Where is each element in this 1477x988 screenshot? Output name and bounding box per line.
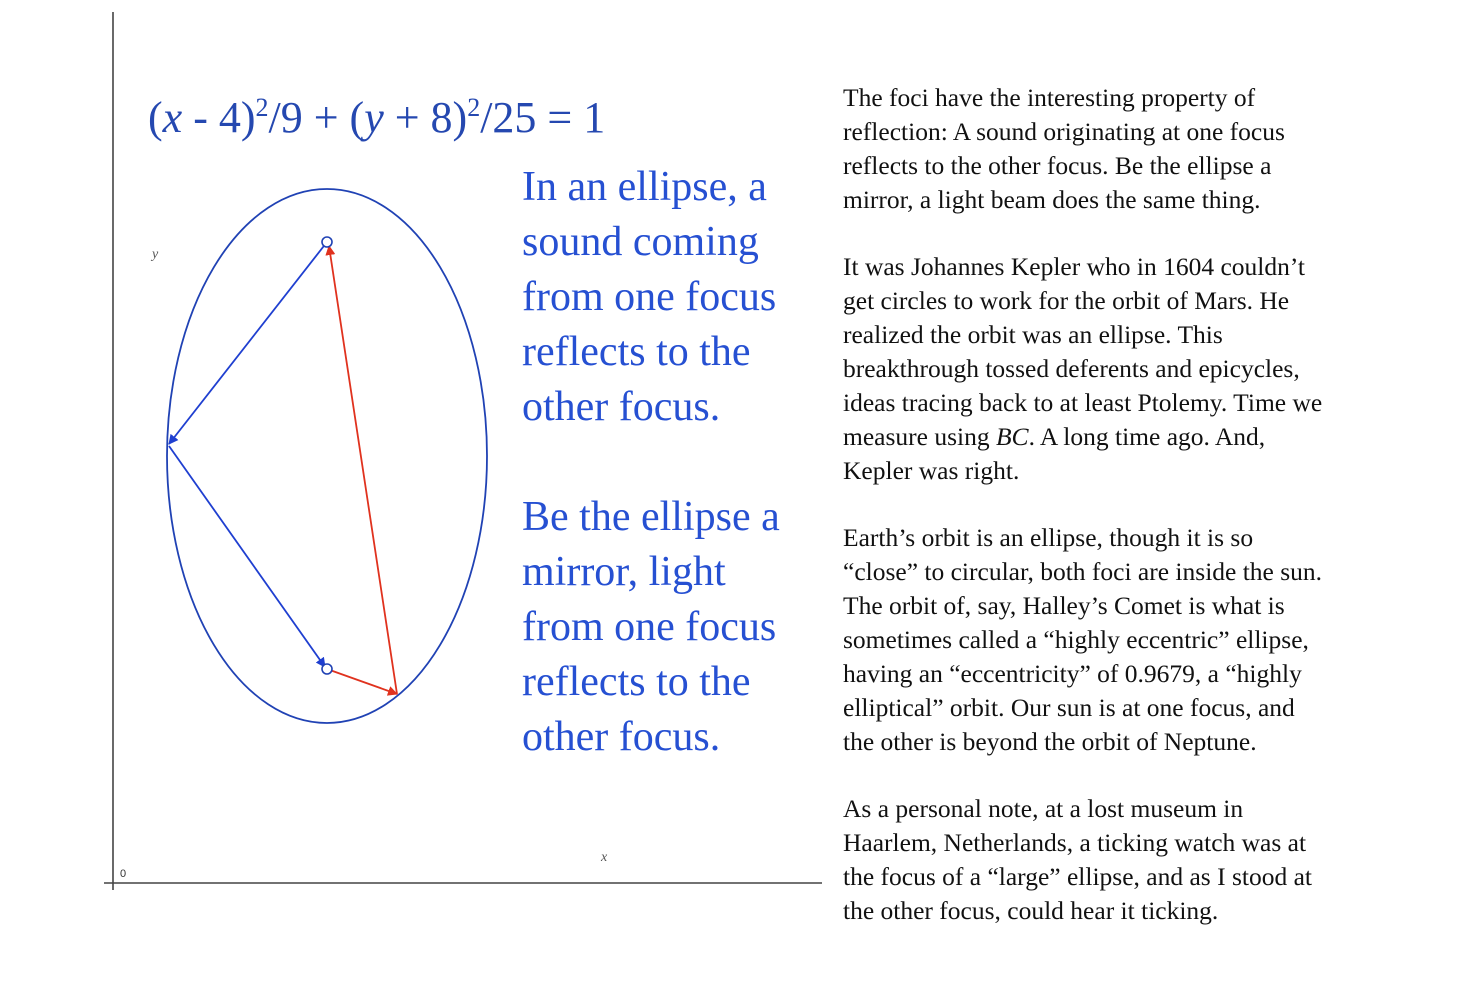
equation-exponent-x: 2 bbox=[255, 93, 269, 122]
explanation-text bbox=[843, 81, 1443, 961]
kepler-text-b: . A long time ago. And, Kepler was right. bbox=[843, 422, 1266, 485]
light-callout: Be the ellipse a mirror, light from one focus reflects to the other focus. bbox=[522, 494, 780, 760]
equation-y-term: + 8) bbox=[383, 93, 468, 142]
ellipse bbox=[167, 189, 487, 723]
reflected-ray-arrow bbox=[169, 446, 325, 667]
equation-var-y: y bbox=[364, 93, 384, 142]
lower-focus-marker bbox=[322, 664, 332, 674]
upper-focus-marker bbox=[322, 237, 332, 247]
paragraph-personal-note: As a personal note, at a lost museum in Haarlem, Netherlands, a ticking watch was at the focus of a “large” ellipse, and as I stood at the other focus, could hear it ticking. bbox=[843, 794, 1312, 925]
equation-rhs: /25 = 1 bbox=[480, 93, 606, 142]
paragraph-kepler bbox=[843, 250, 1443, 488]
sound-callout: In an ellipse, a sound coming from one focus reflects to the other focus. bbox=[522, 164, 777, 430]
equation-exponent-y: 2 bbox=[467, 93, 481, 122]
ellipse-equation bbox=[148, 93, 606, 142]
paragraph-reflection: The foci have the interesting property of reflection: A sound originating at one focus reflects to the other focus. Be the ellipse a mirror, a light beam does the same thing. bbox=[843, 83, 1285, 214]
equation-middle: /9 + ( bbox=[268, 93, 365, 142]
y-axis-label: y bbox=[152, 247, 159, 262]
kepler-bc: BC bbox=[995, 422, 1029, 451]
paragraph-earth-orbit: Earth’s orbit is an ellipse, though it is so “close” to circular, both foci are inside the sun. The orbit of, say, Halley’s Comet is what is sometimes called a “highly eccentric” ellipse, having an “eccentricity” of 0.9679, a “highly elliptical” orbit. Our sun is at one focus, and the other is beyond the orbit of Neptune. bbox=[843, 523, 1323, 756]
light-incident-arrow bbox=[327, 669, 397, 694]
incident-ray-arrow bbox=[169, 242, 327, 444]
equation-var-x: x bbox=[162, 93, 183, 142]
equation-paren-open: ( bbox=[148, 93, 163, 142]
x-axis-label: x bbox=[601, 850, 608, 865]
light-reflected-arrow bbox=[329, 246, 397, 694]
kepler-text-a: It was Johannes Kepler who in 1604 couldn’t get circles to work for the orbit of Mars. He realized the orbit was an ellipse. This breakthrough tossed deferents and epicycles, ideas tracing back to at least Ptolemy. Time we measure using bbox=[843, 252, 1323, 451]
origin-label: 0 bbox=[120, 868, 127, 880]
equation-x-term: - 4) bbox=[182, 93, 256, 142]
